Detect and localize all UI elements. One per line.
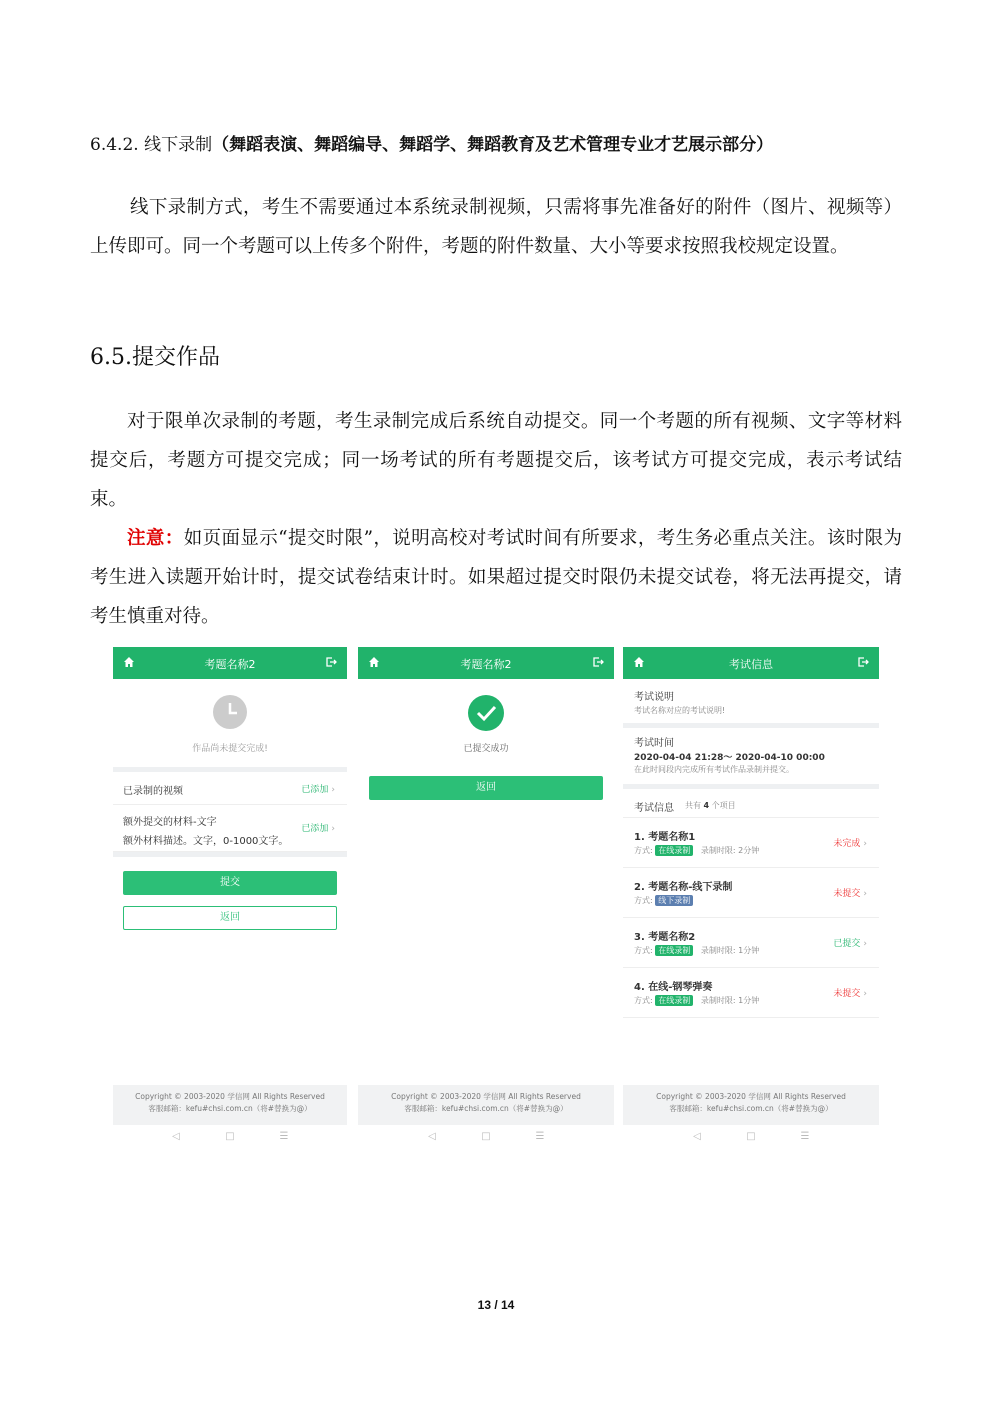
divider bbox=[113, 852, 347, 857]
clock-icon bbox=[213, 695, 247, 729]
chevron-right-icon: › bbox=[863, 839, 867, 849]
item-count: 共有 4 个项目 bbox=[685, 801, 736, 810]
status-text: 作品尚未提交完成! bbox=[192, 744, 268, 754]
section-heading-6-5: 6.5.提交作品 bbox=[90, 345, 220, 370]
question-meta: 方式: 在线录制 录制时限: 1分钟 bbox=[634, 996, 760, 1005]
exam-description bbox=[623, 679, 879, 723]
time-range: 2020-04-04 21:28～ 2020-04-10 00:00 bbox=[634, 753, 825, 763]
status-area bbox=[358, 679, 614, 767]
section-label: 考试时间 bbox=[634, 738, 674, 749]
logout-icon[interactable] bbox=[325, 656, 337, 668]
items-header bbox=[623, 789, 879, 818]
screenshot-not-submitted bbox=[113, 647, 347, 1152]
question-name: 1. 考题名称1 bbox=[634, 832, 696, 843]
status-badge: 已提交 › bbox=[833, 939, 867, 949]
note-text: 如页面显示“提交时限”，说明高校对考试时间有所要求，考生务必重点关注。该时限为考生进入读题开始计时，提交试卷结束计时。如果超过提交时限仍未提交试卷，将无法再提交，请考生慎重对待。 bbox=[90, 528, 902, 627]
list-item-extra-material[interactable] bbox=[113, 805, 347, 852]
system-nav-bar bbox=[358, 1131, 614, 1147]
footer bbox=[623, 1085, 879, 1125]
list-item-exam-question[interactable] bbox=[623, 818, 879, 868]
section-label: 考试说明 bbox=[634, 692, 674, 703]
list-item-recorded-video[interactable] bbox=[113, 772, 347, 805]
status-badge: 已添加 › bbox=[301, 824, 335, 834]
back-button[interactable]: 返回 bbox=[369, 776, 603, 800]
chevron-right-icon: › bbox=[331, 824, 335, 834]
paragraph-submit-works: 对于限单次录制的考题，考生录制完成后系统自动提交。同一个考题的所有视频、文字等材料提交后，考题方可提交完成；同一场考试的所有考题提交后，该考试方可提交完成，表示考试结束。 bbox=[90, 411, 902, 510]
status-badge: 未提交 › bbox=[833, 889, 867, 899]
status-area bbox=[113, 679, 347, 767]
item-label: 额外提交的材料-文字 bbox=[123, 817, 217, 828]
screenshot-exam-info bbox=[623, 647, 879, 1152]
note-label: 注意： bbox=[127, 528, 184, 549]
system-nav-bar bbox=[113, 1131, 347, 1147]
list-item-exam-question[interactable] bbox=[623, 868, 879, 918]
nav-home-icon[interactable]: □ bbox=[481, 1131, 491, 1142]
system-nav-bar bbox=[623, 1131, 879, 1147]
top-bar bbox=[358, 647, 614, 679]
chevron-right-icon: › bbox=[863, 939, 867, 949]
description-text: 考试名称对应的考试说明! bbox=[634, 706, 726, 715]
screenshot-submitted bbox=[358, 647, 614, 1152]
back-button[interactable]: 返回 bbox=[123, 906, 337, 930]
support-email: 客服邮箱：kefu#chsi.com.cn（将#替换为@） bbox=[669, 1104, 833, 1113]
question-name: 2. 考题名称-线下录制 bbox=[634, 882, 733, 893]
paragraph-offline-recording: 线下录制方式，考生不需要通过本系统录制视频，只需将事先准备好的附件（图片、视频等）上传即可。同一个考题可以上传多个附件，考题的附件数量、大小等要求按照我校规定设置。 bbox=[90, 197, 902, 257]
section-label: 考试信息 bbox=[634, 803, 674, 814]
list-item-exam-question[interactable] bbox=[623, 968, 879, 1018]
screen-title: 考试信息 bbox=[729, 658, 773, 671]
status-badge: 未完成 › bbox=[833, 839, 867, 849]
nav-menu-icon[interactable]: ☰ bbox=[279, 1131, 289, 1142]
logout-icon[interactable] bbox=[857, 656, 869, 668]
time-note: 在此时间段内完成所有考试作品录制并提交。 bbox=[634, 765, 794, 774]
question-meta: 方式: 在线录制 录制时限: 2分钟 bbox=[634, 846, 760, 855]
mode-tag: 在线录制 bbox=[655, 845, 693, 856]
list-item-exam-question[interactable] bbox=[623, 918, 879, 968]
nav-back-icon[interactable]: ◁ bbox=[172, 1131, 180, 1142]
submit-button[interactable]: 提交 bbox=[123, 871, 337, 895]
item-subtext: 额外材料描述。文字，0-1000文字。 bbox=[123, 836, 289, 847]
chevron-right-icon: › bbox=[331, 785, 335, 795]
copyright-text: Copyright © 2003-2020 学信网 All Rights Reserved bbox=[656, 1092, 846, 1101]
nav-menu-icon[interactable]: ☰ bbox=[800, 1131, 810, 1142]
nav-home-icon[interactable]: □ bbox=[746, 1131, 756, 1142]
screen-title: 考题名称2 bbox=[204, 658, 256, 671]
top-bar bbox=[113, 647, 347, 679]
paragraph-note bbox=[90, 519, 902, 636]
question-meta: 方式: 线下录制 bbox=[634, 895, 693, 906]
footer bbox=[113, 1085, 347, 1125]
item-label: 已录制的视频 bbox=[123, 786, 183, 797]
nav-home-icon[interactable]: □ bbox=[225, 1131, 235, 1142]
chevron-right-icon: › bbox=[863, 989, 867, 999]
status-badge: 已添加 › bbox=[301, 785, 335, 795]
exam-time bbox=[623, 728, 879, 784]
copyright-text: Copyright © 2003-2020 学信网 All Rights Reserved bbox=[135, 1092, 325, 1101]
nav-back-icon[interactable]: ◁ bbox=[428, 1131, 436, 1142]
support-email: 客服邮箱：kefu#chsi.com.cn（将#替换为@） bbox=[404, 1104, 568, 1113]
status-text: 已提交成功 bbox=[463, 744, 509, 754]
top-bar bbox=[623, 647, 879, 679]
mode-tag: 在线录制 bbox=[655, 945, 693, 956]
copyright-text: Copyright © 2003-2020 学信网 All Rights Reserved bbox=[391, 1092, 581, 1101]
nav-back-icon[interactable]: ◁ bbox=[693, 1131, 701, 1142]
question-name: 3. 考题名称2 bbox=[634, 932, 696, 943]
page-number: 13 / 14 bbox=[477, 1298, 515, 1312]
logout-icon[interactable] bbox=[592, 656, 604, 668]
footer bbox=[358, 1085, 614, 1125]
question-name: 4. 在线-钢琴弹奏 bbox=[634, 982, 713, 993]
screen-title: 考题名称2 bbox=[460, 658, 512, 671]
section-heading-6-4-2: 6.4.2. 线下录制（舞蹈表演、舞蹈编导、舞蹈学、舞蹈教育及艺术管理专业才艺展示部分） bbox=[90, 135, 774, 155]
mode-tag: 线下录制 bbox=[655, 895, 693, 906]
support-email: 客服邮箱：kefu#chsi.com.cn（将#替换为@） bbox=[148, 1104, 312, 1113]
nav-menu-icon[interactable]: ☰ bbox=[535, 1131, 545, 1142]
status-badge: 未提交 › bbox=[833, 989, 867, 999]
mode-tag: 在线录制 bbox=[655, 995, 693, 1006]
chevron-right-icon: › bbox=[863, 889, 867, 899]
question-meta: 方式: 在线录制 录制时限: 1分钟 bbox=[634, 946, 760, 955]
check-circle-icon bbox=[468, 695, 504, 731]
